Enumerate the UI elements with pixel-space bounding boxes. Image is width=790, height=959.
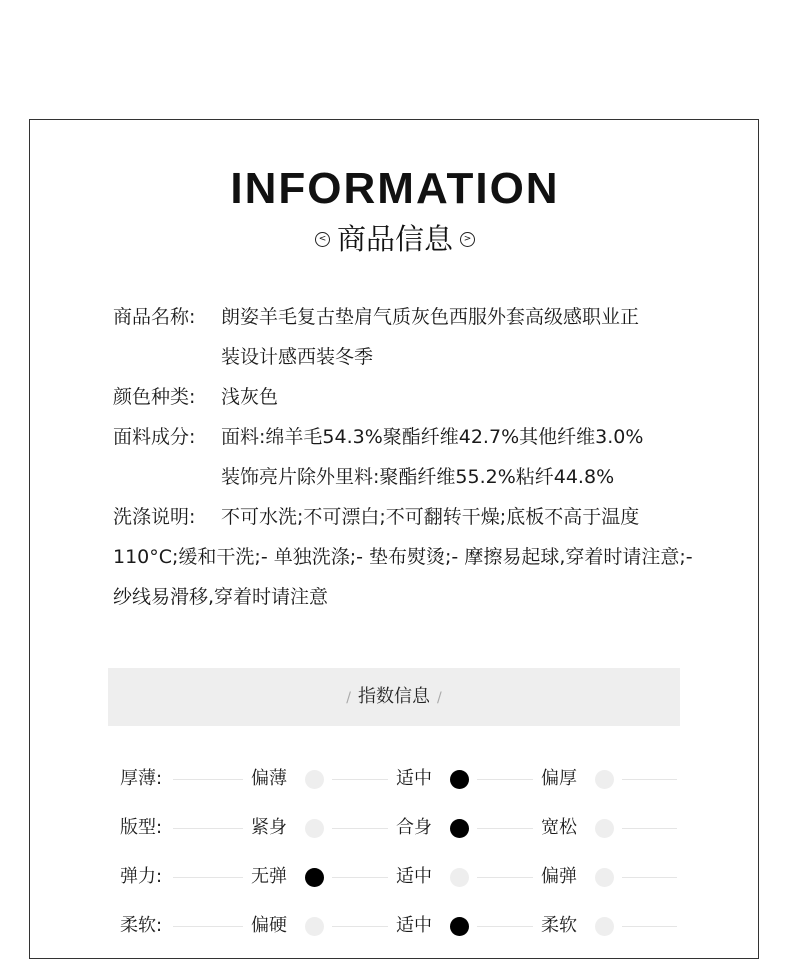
right-arrow-icon: > [460,232,475,247]
option-dot [305,868,324,887]
divider-line [173,877,243,878]
option-dot [595,819,614,838]
option-label: 适中 [396,866,432,887]
index-row-label: 柔软: [120,915,163,936]
index-row-label: 厚薄: [120,768,163,789]
product-name-value: 朗姿羊毛复古垫肩气质灰色西服外套高级感职业正 装设计感西装冬季 [221,306,640,368]
option-dot [305,917,324,936]
slash-right: / [437,690,442,706]
divider-line [173,828,243,829]
index-row-label: 版型: [120,817,163,838]
title-chinese-text: 商品信息 [336,222,453,256]
option-dot [305,770,324,789]
index-row-thickness [120,764,680,794]
product-name-row [113,297,713,377]
option-label: 偏弹 [541,866,577,887]
divider-line [622,877,677,878]
wash-value: 不可水洗;不可漂白;不可翻转干燥;底板不高于温度110°C;缓和干洗;- 单独洗涤;- 垫布熨烫;- 摩擦易起球,穿着时请注意;- 纱线易滑移,穿着时请注意 [113,506,693,608]
left-arrow-icon: < [315,232,330,247]
slash-left: / [346,690,351,706]
option-dot [305,819,324,838]
index-row-elasticity [120,862,680,892]
option-dot [450,770,469,789]
wash-row [113,497,713,617]
divider-line [622,926,677,927]
option-label: 偏硬 [251,915,287,936]
option-label: 柔软 [541,915,577,936]
fabric-label: 面料成分: [113,426,196,448]
option-label: 宽松 [541,817,577,838]
divider-line [332,828,388,829]
divider-line [173,779,243,780]
color-value: 浅灰色 [221,386,279,408]
fabric-row [113,417,713,497]
option-dot [595,917,614,936]
fabric-value: 面料:绵羊毛54.3%聚酯纤维42.7%其他纤维3.0% 装饰亮片除外里料:聚酯纤维55.2%粘纤44.8% [221,426,644,488]
option-label: 紧身 [251,817,287,838]
wash-label: 洗涤说明: [113,506,196,528]
option-dot [450,868,469,887]
option-label: 无弹 [251,866,287,887]
index-row-label: 弹力: [120,866,163,887]
divider-line [622,779,677,780]
divider-line [173,926,243,927]
option-dot [595,770,614,789]
title-chinese [0,220,790,258]
product-name-label: 商品名称: [113,306,196,328]
product-info [113,297,713,617]
option-label: 适中 [396,915,432,936]
divider-line [332,877,388,878]
option-label: 偏厚 [541,768,577,789]
index-row-fit [120,813,680,843]
option-dot [595,868,614,887]
color-label: 颜色种类: [113,386,196,408]
option-label: 适中 [396,768,432,789]
index-title: 指数信息 [358,686,430,707]
divider-line [477,828,533,829]
index-header [108,668,680,726]
option-label: 偏薄 [251,768,287,789]
color-row [113,377,713,417]
divider-line [477,877,533,878]
divider-line [622,828,677,829]
divider-line [332,926,388,927]
option-dot [450,917,469,936]
title-english: INFORMATION [230,164,560,213]
index-row-softness [120,911,680,941]
option-dot [450,819,469,838]
divider-line [477,779,533,780]
option-label: 合身 [396,817,432,838]
divider-line [477,926,533,927]
divider-line [332,779,388,780]
